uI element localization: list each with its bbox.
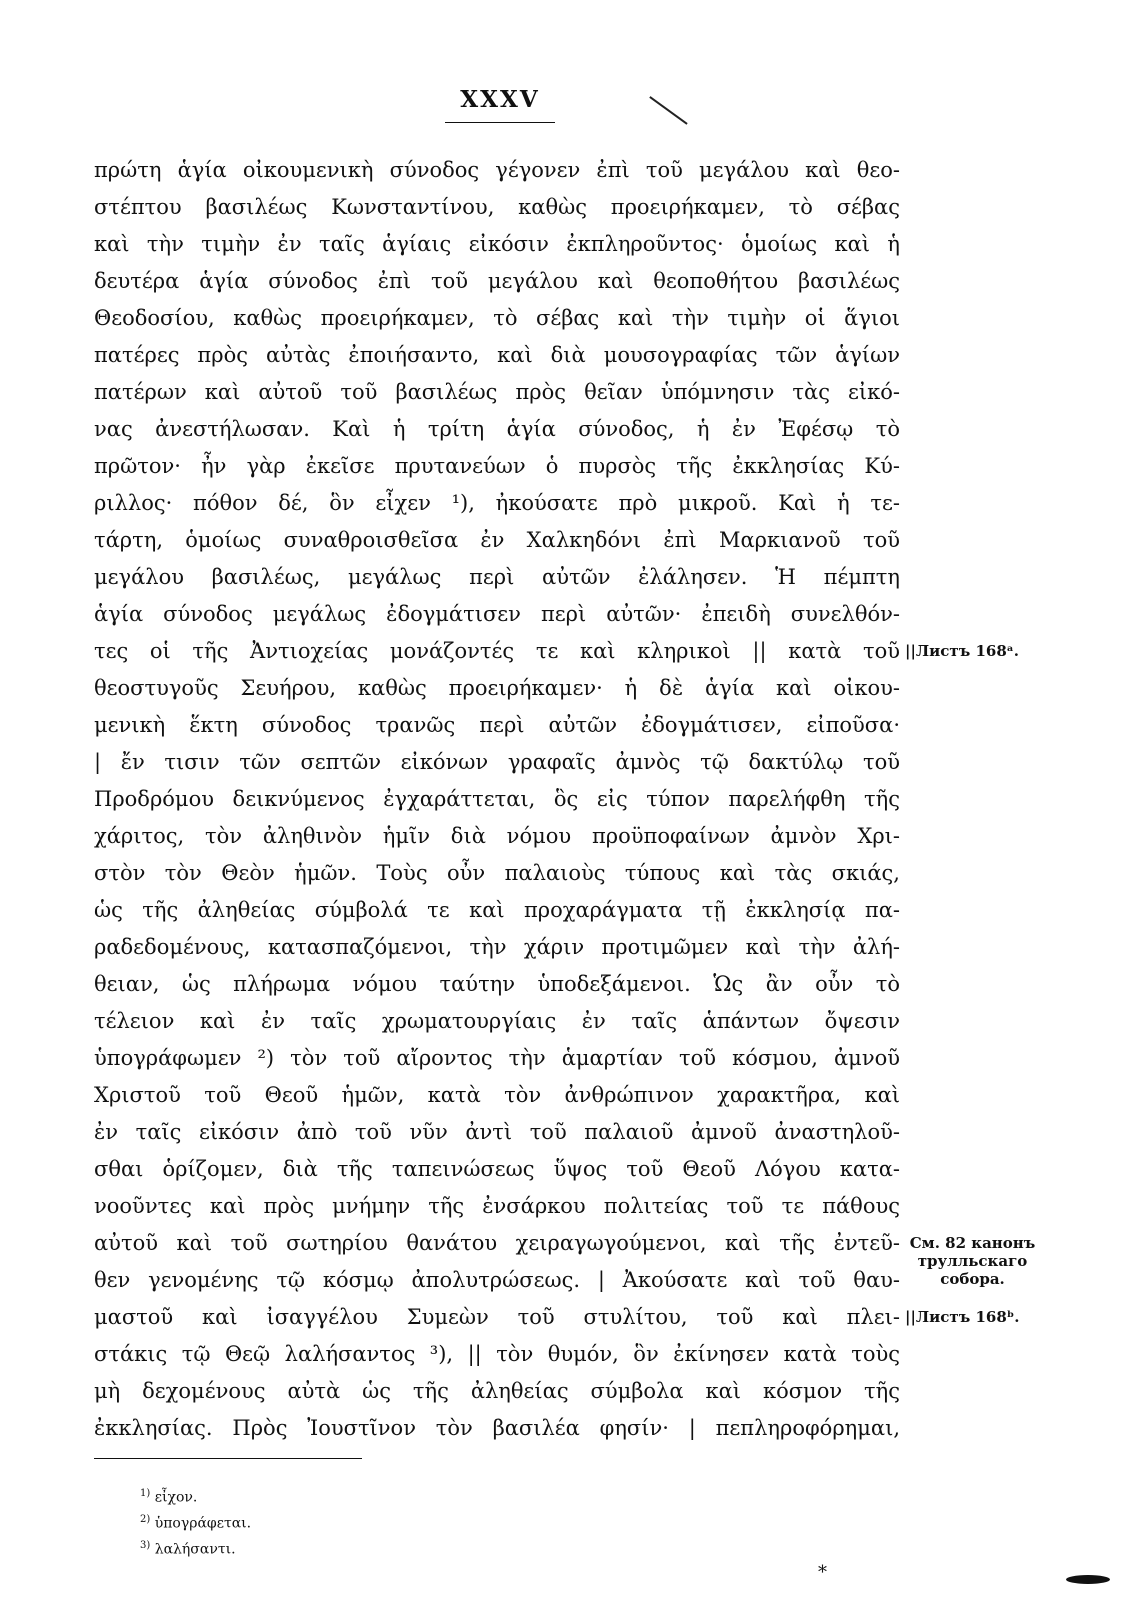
- text-line: τέλειον καὶ ἐν ταῖς χρωματουργίαις ἐν ταῖς ἁπάντων ὄψεσιν: [94, 1009, 900, 1033]
- text-line: πρῶτον· ἦν γὰρ ἐκεῖσε πρυτανεύων ὁ πυρσὸς τῆς ἐκκλησίας Κύ-: [94, 454, 900, 478]
- text-line: μενικὴ ἕκτη σύνοδος τρανῶς περὶ αὐτῶν ἐδογμάτισεν, εἰποῦσα·: [94, 713, 900, 737]
- text-line: πατέρες πρὸς αὐτὰς ἐποιήσαντο, καὶ διὰ μουσογραφίας τῶν ἁγίων: [94, 343, 900, 367]
- margin-note-canon-line: трулльскаго: [917, 1252, 1028, 1270]
- text-line: μεγάλου βασιλέως, μεγάλως περὶ αὐτῶν ἐλάλησεν. Ἡ πέμπτη: [94, 565, 900, 589]
- text-line: νοοῦντες καὶ πρὸς μνήμην τῆς ἐνσάρκου πολιτείας τοῦ τε πάθους: [94, 1194, 900, 1218]
- ink-smudge: [1066, 1575, 1110, 1584]
- text-line: Χριστοῦ τοῦ Θεοῦ ἡμῶν, κατὰ τὸν ἀνθρώπινον χαρακτῆρα, καὶ: [94, 1083, 900, 1107]
- text-line: ριλλος· πόθον δέ, ὃν εἶχεν ¹), ἠκούσατε πρὸ μικροῦ. Καὶ ἡ τε-: [94, 491, 900, 515]
- footnote-text: λαλήσαντι.: [154, 1541, 236, 1558]
- footnote-mark: 1): [140, 1488, 151, 1499]
- text-line: αὐτοῦ καὶ τοῦ σωτηρίου θανάτου χειραγωγούμενοι, καὶ τῆς ἐντεῦ-: [94, 1231, 900, 1255]
- page-number-underline: [445, 122, 555, 123]
- text-line: στὸν τὸν Θεὸν ἡμῶν. Τοὺς οὖν παλαιοὺς τύπους καὶ τὰς σκιάς,: [94, 861, 900, 885]
- text-line: νας ἀνεστήλωσαν. Καὶ ἡ τρίτη ἁγία σύνοδος, ἡ ἐν Ἐφέσῳ τὸ: [94, 417, 900, 441]
- footnote-rule: [94, 1458, 362, 1459]
- footnote: [140, 1510, 251, 1534]
- text-line: μαστοῦ καὶ ἰσαγγέλου Συμεὼν τοῦ στυλίτου, τοῦ καὶ πλει-: [94, 1305, 900, 1329]
- stray-pen-mark: [650, 96, 688, 124]
- text-line: πρώτη ἁγία οἰκουμενικὴ σύνοδος γέγονεν ἐπὶ τοῦ μεγάλου καὶ θεο-: [94, 158, 900, 182]
- text-line: ἐκκλησίας. Πρὸς Ἰουστῖνον τὸν βασιλέα φησίν· | πεπληροφόρημαι,: [94, 1416, 900, 1440]
- text-line: θειαν, ὡς πλήρωμα νόμου ταύτην ὑποδεξάμενοι. Ὡς ἂν οὖν τὸ: [94, 972, 900, 996]
- text-line: τάρτη, ὁμοίως συναθροισθεῖσα ἐν Χαλκηδόνι ἐπὶ Μαρκιανοῦ τοῦ: [94, 528, 900, 552]
- margin-note-canon: [905, 1234, 1040, 1288]
- text-line: θεοστυγοῦς Σευήρου, καθὼς προειρήκαμεν· ἡ δὲ ἁγία καὶ οἰκου-: [94, 676, 900, 700]
- text-line: καὶ τὴν τιμὴν ἐν ταῖς ἁγίαις εἰκόσιν ἐκπληροῦντος· ὁμοίως καὶ ἡ: [94, 232, 900, 256]
- footnote-text: εἶχον.: [154, 1489, 198, 1506]
- text-line: στέπτου βασιλέως Κωνσταντίνου, καθὼς προειρήκαμεν, τὸ σέβας: [94, 195, 900, 219]
- text-line: ὡς τῆς ἀληθείας σύμβολά τε καὶ προχαράγματα τῇ ἐκκλησίᾳ πα-: [94, 898, 900, 922]
- text-line: ἁγία σύνοδος μεγάλως ἐδογμάτισεν περὶ αὐτῶν· ἐπειδὴ συνελθόν-: [94, 602, 900, 626]
- text-line: ραδεδομένους, κατασπαζόμενοι, τὴν χάριν προτιμῶμεν καὶ τὴν ἀλή-: [94, 935, 900, 959]
- text-line: μὴ δεχομένους αὐτὰ ὡς τῆς ἀληθείας σύμβολα καὶ κόσμον τῆς: [94, 1379, 900, 1403]
- margin-note-leaf-168a: ||Листъ 168ᵃ.: [905, 642, 1019, 660]
- text-line: ὑπογράφωμεν ²) τὸν τοῦ αἴροντος τὴν ἁμαρτίαν τοῦ κόσμου, ἀμνοῦ: [94, 1046, 900, 1070]
- text-line: πατέρων καὶ αὐτοῦ τοῦ βασιλέως πρὸς θεῖαν ὑπόμνησιν τὰς εἰκό-: [94, 380, 900, 404]
- text-line: στάκις τῷ Θεῷ λαλήσαντος ³), || τὸν θυμόν, ὃν ἐκίνησεν κατὰ τοὺς: [94, 1342, 900, 1366]
- text-line: τες οἱ τῆς Ἀντιοχείας μονάζοντές τε καὶ κληρικοὶ || κατὰ τοῦ: [94, 639, 900, 663]
- text-line: χάριτος, τὸν ἀληθινὸν ἡμῖν διὰ νόμου προϋποφαίνων ἀμνὸν Χρι-: [94, 824, 900, 848]
- footnote-mark: 3): [140, 1540, 151, 1551]
- margin-note-canon-line: См. 82 канонъ: [909, 1234, 1036, 1252]
- margin-note-leaf-168b: ||Листъ 168ᵇ.: [905, 1308, 1020, 1326]
- text-line: Προδρόμου δεικνύμενος ἐγχαράττεται, ὃς εἰς τύπον παρελήφθη τῆς: [94, 787, 900, 811]
- footnote-mark: 2): [140, 1514, 151, 1525]
- star-ornament: *: [818, 1562, 827, 1583]
- footnote-text: ὑπογράφεται.: [154, 1515, 252, 1532]
- footnote: [140, 1484, 197, 1508]
- page-number: XXXV: [460, 86, 540, 113]
- text-line: σθαι ὁρίζομεν, διὰ τῆς ταπεινώσεως ὕψος τοῦ Θεοῦ Λόγου κατα-: [94, 1157, 900, 1181]
- text-line: Θεοδοσίου, καθὼς προειρήκαμεν, τὸ σέβας καὶ τὴν τιμὴν οἱ ἅγιοι: [94, 306, 900, 330]
- text-line: ἐν ταῖς εἰκόσιν ἀπὸ τοῦ νῦν ἀντὶ τοῦ παλαιοῦ ἀμνοῦ ἀναστηλοῦ-: [94, 1120, 900, 1144]
- text-line: δευτέρα ἁγία σύνοδος ἐπὶ τοῦ μεγάλου καὶ θεοποθήτου βασιλέως: [94, 269, 900, 293]
- text-line: θεν γενομένης τῷ κόσμῳ ἀπολυτρώσεως. | Ἀκούσατε καὶ τοῦ θαυ-: [94, 1268, 900, 1292]
- footnote: [140, 1536, 236, 1560]
- margin-note-canon-line: собора.: [940, 1270, 1005, 1288]
- text-line: | ἔν τισιν τῶν σεπτῶν εἰκόνων γραφαῖς ἀμνὸς τῷ δακτύλῳ τοῦ: [94, 750, 900, 774]
